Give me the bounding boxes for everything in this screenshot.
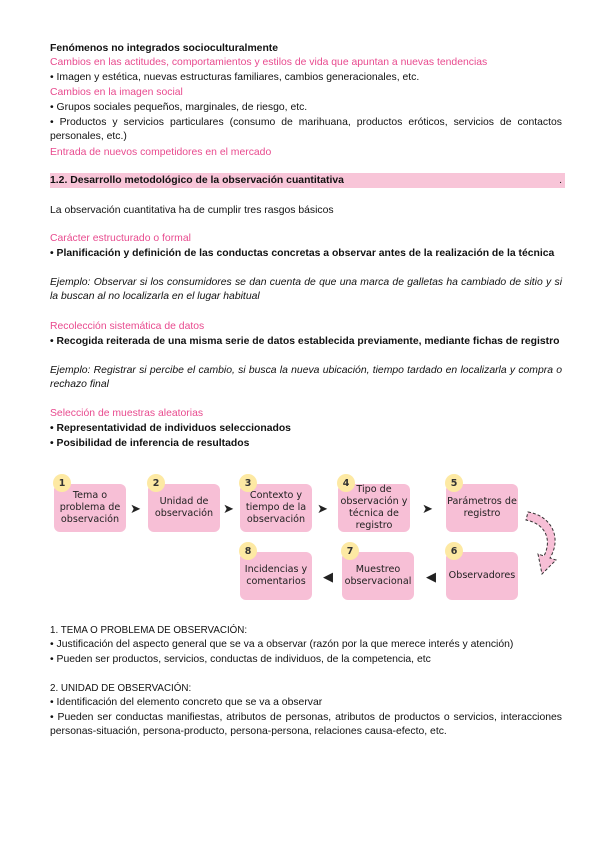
trait-bullet-recogida: • Recogida reiterada de una misma serie de datos establecida previamente, mediante fichas de registro (50, 336, 560, 347)
step-number-6: 6 (445, 542, 463, 560)
step-number-3: 3 (239, 474, 257, 492)
section-title: 1.2. Desarrollo metodológico de la observación cuantitativa (50, 175, 344, 186)
trait-bullet-inferencia: • Posibilidad de inferencia de resultados (50, 438, 250, 449)
step-number-4: 4 (337, 474, 355, 492)
step-box-7: Muestreo observacional (342, 552, 414, 600)
heading-fenomenos: Fenómenos no integrados socioculturalmente (50, 43, 279, 54)
trait-title-muestras: Selección de muestras aleatorias (50, 408, 204, 419)
arrow-left-icon: ◀ (426, 569, 436, 584)
subheading-actitudes: Cambios en las actitudes, comportamientos y estilos de vida que apuntan a nuevas tendencias (50, 57, 488, 68)
arrow-right-icon: ➤ (317, 501, 328, 516)
example-text: Registrar si percibe el cambio, si busca la nueva ubicación, tiempo tardado en localizarla y compra o rechazo final (50, 365, 562, 390)
bullet-productos-servicios: • Productos y servicios particulares (consumo de marihuana, productos eróticos, servicios de contactos personales, etc.) (50, 117, 562, 142)
step-number-5: 5 (445, 474, 463, 492)
arrow-right-icon: ➤ (422, 501, 433, 516)
trait-example-registrar (50, 364, 562, 392)
curved-arrow-icon (522, 508, 568, 580)
example-label: Ejemplo: (50, 365, 91, 376)
step-number-1: 1 (53, 474, 71, 492)
arrow-right-icon: ➤ (130, 501, 141, 516)
trait-title-estructurado: Carácter estructurado o formal (50, 233, 191, 244)
arrow-right-icon: ➤ (223, 501, 234, 516)
step-box-4: Tipo de observación y técnica de registro (338, 484, 410, 532)
step-number-2: 2 (147, 474, 165, 492)
point-bullet-identificacion: • Identificación del elemento concreto que se va a observar (50, 697, 323, 708)
point-bullet-productos: • Pueden ser productos, servicios, conductas de individuos, de la competencia, etc (50, 654, 431, 665)
subheading-competidores: Entrada de nuevos competidores en el mercado (50, 147, 272, 158)
subheading-imagen-social: Cambios en la imagen social (50, 87, 183, 98)
step-number-7: 7 (341, 542, 359, 560)
trait-title-recoleccion: Recolección sistemática de datos (50, 321, 205, 332)
trait-example-galletas (50, 276, 562, 304)
example-text: Observar si los consumidores se dan cuenta de que una marca de galletas ha cambiado de sitio y si la buscan al no localizarla en el lugar habitual (50, 277, 562, 302)
section-title-dot: . (559, 175, 562, 186)
step-box-2: Unidad de observación (148, 484, 220, 532)
bullet-grupos-sociales: • Grupos sociales pequeños, marginales, de riesgo, etc. (50, 102, 308, 113)
trait-bullet-representatividad: • Representatividad de individuos seleccionados (50, 423, 291, 434)
section-intro-text: La observación cuantitativa ha de cumplir tres rasgos básicos (50, 205, 334, 216)
step-number-8: 8 (239, 542, 257, 560)
step-box-3: Contexto y tiempo de la observación (240, 484, 312, 532)
trait-bullet-planificacion: • Planificación y definición de las conductas concretas a observar antes de la realización de la técnica (50, 248, 555, 259)
section-title-bar (50, 173, 565, 188)
bullet-imagen-estetica: • Imagen y estética, nuevas estructuras familiares, cambios generacionales, etc. (50, 72, 420, 83)
example-label: Ejemplo: (50, 277, 91, 288)
point-title-tema: 1. TEMA O PROBLEMA DE OBSERVACIÓN: (50, 625, 248, 636)
arrow-left-icon: ◀ (323, 569, 333, 584)
step-box-5: Parámetros de registro (446, 484, 518, 532)
step-box-8: Incidencias y comentarios (240, 552, 312, 600)
point-bullet-conductas: • Pueden ser conductas manifiestas, atributos de personas, atributos de productos o servicios, interacciones personas-situación, persona-producto, persona-persona, relaciones causa-efecto, etc. (50, 712, 562, 737)
point-title-unidad: 2. UNIDAD DE OBSERVACIÓN: (50, 683, 192, 694)
point-bullet-justificacion: • Justificación del aspecto general que se va a observar (razón por la que merece interés y atención) (50, 639, 514, 650)
step-box-6: Observadores (446, 552, 518, 600)
step-box-1: Tema o problema de observación (54, 484, 126, 532)
